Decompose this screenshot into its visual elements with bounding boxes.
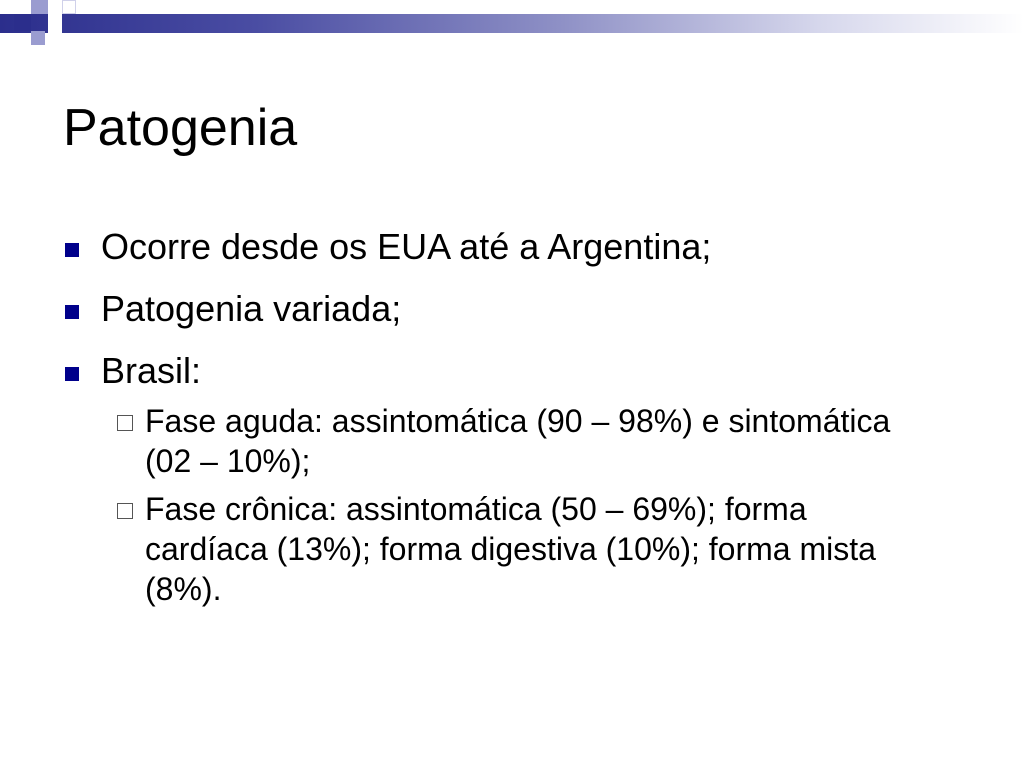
hollow-square-bullet-icon [117, 415, 133, 431]
bullet-text: Patogenia variada; [101, 288, 402, 329]
filled-square-bullet-icon [65, 305, 79, 319]
sub-bullet-text: Fase aguda: assintomática (90 – 98%) e sintomática (02 – 10%); [145, 403, 891, 479]
decor-square [0, 33, 14, 47]
sub-bullet-list [64, 401, 964, 609]
bullet-text: Brasil: [101, 350, 202, 391]
decor-square [14, 14, 31, 31]
decor-square [31, 31, 45, 45]
decor-square [62, 0, 76, 14]
slide-title: Patogenia [63, 99, 298, 157]
sub-bullet-item [116, 401, 935, 481]
sub-bullet-item [116, 489, 935, 609]
bullet-text: Ocorre desde os EUA até a Argentina; [101, 226, 712, 267]
filled-square-bullet-icon [65, 367, 79, 381]
sub-bullet-text: Fase crônica: assintomática (50 – 69%); forma cardíaca (13%); forma digestiva (10%); forma mista (8%). [145, 491, 876, 607]
bullet-item [64, 225, 964, 269]
hollow-square-bullet-icon [117, 503, 133, 519]
bullet-item [64, 349, 964, 609]
decor-square [48, 14, 62, 33]
filled-square-bullet-icon [65, 243, 79, 257]
bullet-list [64, 225, 964, 627]
decor-square [14, 33, 31, 45]
header-gradient-bar [0, 14, 1024, 33]
decor-square [0, 0, 14, 14]
bullet-item [64, 287, 964, 331]
decor-square [31, 0, 48, 14]
